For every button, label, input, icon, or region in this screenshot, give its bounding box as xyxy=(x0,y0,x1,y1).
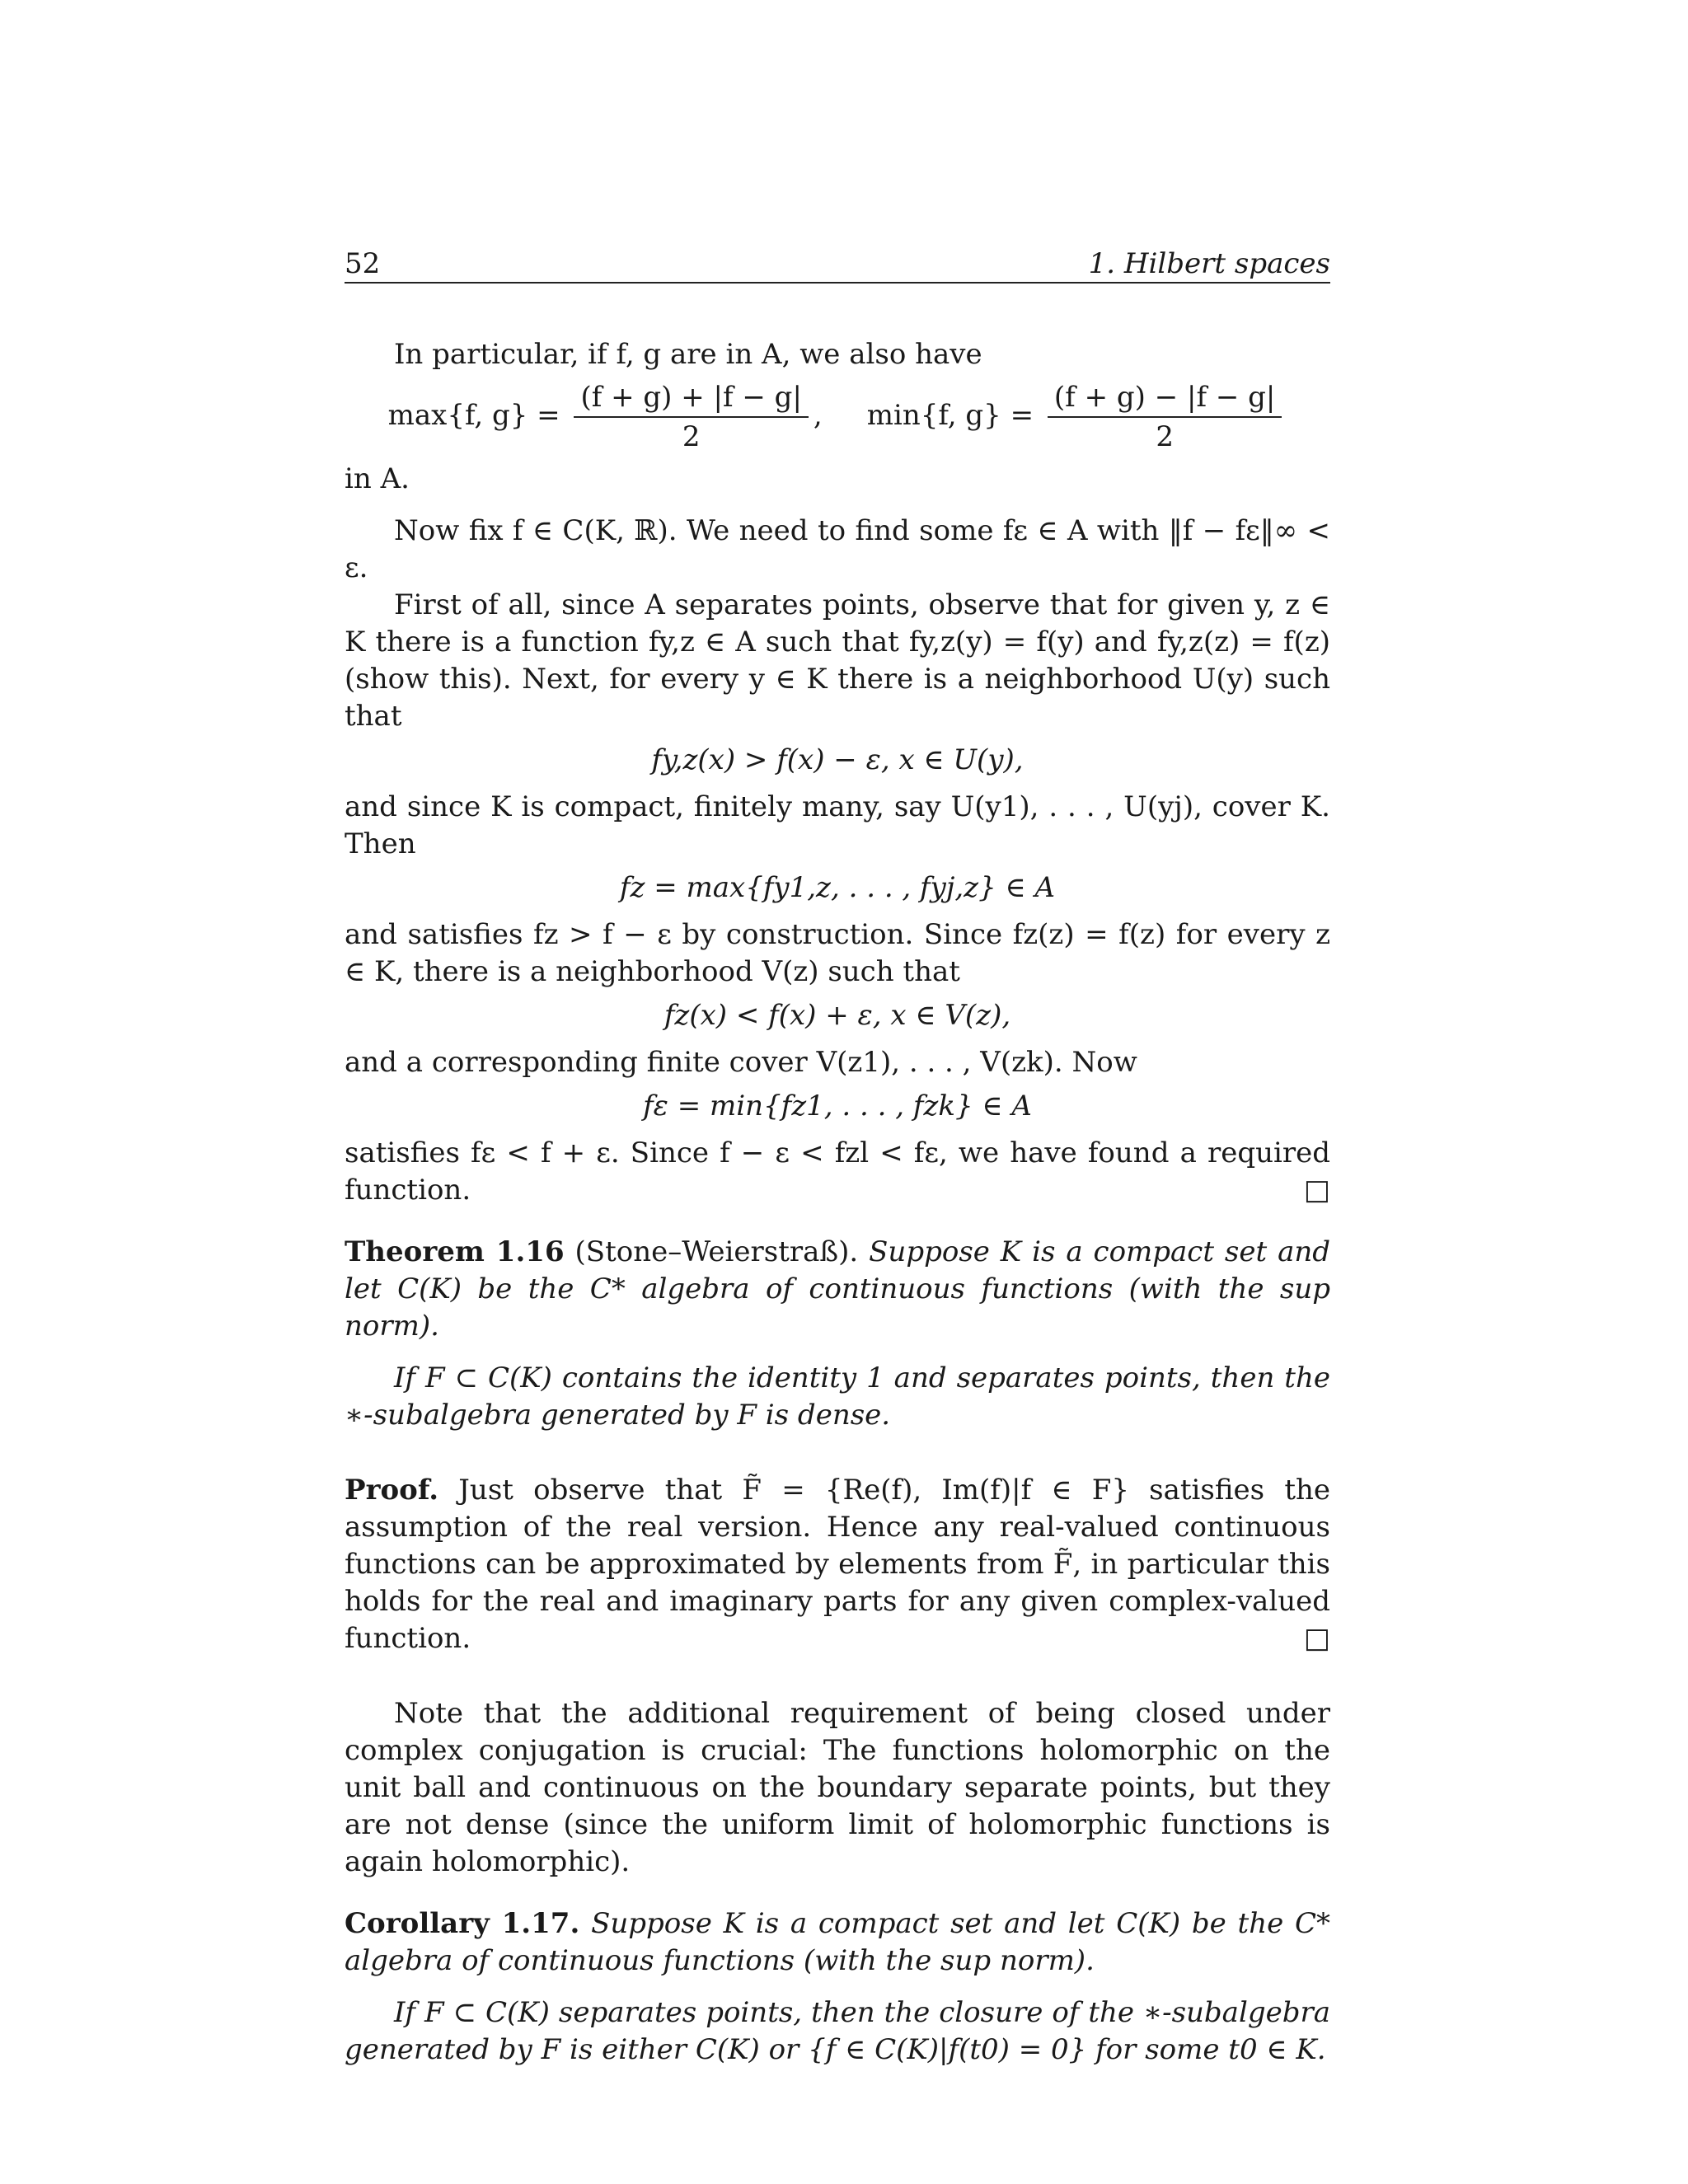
paragraph-7: and a corresponding finite cover V(z1), . . . , V(zk). Now xyxy=(345,1046,1137,1079)
paragraph-6: and satisfies fz > f − ε by construction. Since fz(z) = f(z) for every z ∈ K, there is a neighborhood V(z) such that xyxy=(345,918,1330,988)
theorem-1-16 xyxy=(345,1234,1330,1345)
proof-block xyxy=(345,1472,1330,1657)
paragraph-3: Now fix f ∈ C(K, ℝ). We need to find some fε ∈ A with ‖f − fε‖∞ < ε. xyxy=(345,514,1330,584)
chapter-title: 1. Hilbert spaces xyxy=(1088,247,1330,280)
corollary-1-17 xyxy=(345,1905,1330,1980)
paragraph-1: In particular, if f, g are in A, we also have xyxy=(394,338,982,371)
proof-heading: Proof. xyxy=(345,1474,439,1507)
eq-max-fraction xyxy=(574,378,808,456)
page xyxy=(345,239,1330,2069)
page-number: 52 xyxy=(345,247,381,280)
equation-2: fz = max{fy1,z, . . . , fyj,z} ∈ A xyxy=(619,871,1056,904)
theorem-heading: Theorem 1.16 xyxy=(345,1235,565,1268)
eq-max-denominator: 2 xyxy=(682,420,701,453)
theorem-text-1: Suppose K is a compact set and let C(K) be the C* algebra of continuous functions (with the sup norm). xyxy=(345,1235,1331,1343)
equation-3: fz(x) < f(x) + ε, x ∈ V(z), xyxy=(663,999,1011,1032)
running-header xyxy=(345,239,1330,284)
note-paragraph: Note that the additional requirement of being closed under complex conjugation is crucial: The functions holomorphic on the unit ball and continuous on the boundary separate points, but they are not dense (since the uniform limit of holomorphic functions is again holomorphic). xyxy=(345,1697,1330,1878)
qed-symbol: □ xyxy=(1303,1174,1330,1207)
equation-4: fε = min{fz1, . . . , fzk} ∈ A xyxy=(643,1090,1032,1122)
eq-min-denominator: 2 xyxy=(1156,420,1174,453)
equation-1: fy,z(x) > f(x) − ε, x ∈ U(y), xyxy=(651,743,1024,776)
theorem-name: (Stone–Weierstraß). xyxy=(574,1235,859,1268)
corollary-text-1: Suppose K is a compact set and let C(K) be the C* algebra of continuous functions (with the sup norm). xyxy=(345,1907,1330,1977)
eq-max-numerator: (f + g) + |f − g| xyxy=(574,378,808,418)
paragraph-4: First of all, since A separates points, observe that for given y, z ∈ K there is a function fy,z ∈ A such that fy,z(y) = f(y) and fy,z(z) = f(z) (show this). Next, for every y ∈ K there is a neighborhood U(y) such that xyxy=(345,588,1330,733)
corollary-heading: Corollary 1.17. xyxy=(345,1907,580,1940)
paragraph-5: and since K is compact, finitely many, say U(y1), . . . , U(yj), cover K. Then xyxy=(345,790,1330,860)
eq-min-left: min{f, g} = xyxy=(866,399,1034,432)
paragraph-8 xyxy=(345,1135,1330,1209)
proof-text: Just observe that F̃ = {Re(f), Im(f)|f ∈ F} satisfies the assumption of the real version. Hence any real-valued continuous functions can be approximated by elements from F̃, in particular this holds for the real and imaginary parts for any given complex-valued function. xyxy=(345,1474,1330,1655)
eq-min-numerator: (f + g) − |f − g| xyxy=(1048,378,1282,418)
eq-min-fraction xyxy=(1048,378,1282,456)
equation-max-min: max{f, g} = $\frac{(f + g) + |f - g|}{2}$ , min{f, g} = $\frac{(f + g) - |f - g|}{2}$ xyxy=(345,378,1330,456)
eq-max-left: max{f, g} = xyxy=(387,399,560,432)
corollary-text-2: If F ⊂ C(K) separates points, then the closure of the ∗-subalgebra generated by F is either C(K) or {f ∈ C(K)|f(t0) = 0} for some t0 ∈ K. xyxy=(345,1996,1330,2066)
proof-qed-symbol: □ xyxy=(1303,1622,1330,1655)
paragraph-2: in A. xyxy=(345,462,410,495)
theorem-text-2: If F ⊂ C(K) contains the identity 1 and separates points, then the ∗-subalgebra generated by F is dense. xyxy=(345,1361,1330,1432)
paragraph-8-text: satisfies fε < f + ε. Since f − ε < fzl < fε, we have found a required function. xyxy=(345,1137,1330,1207)
